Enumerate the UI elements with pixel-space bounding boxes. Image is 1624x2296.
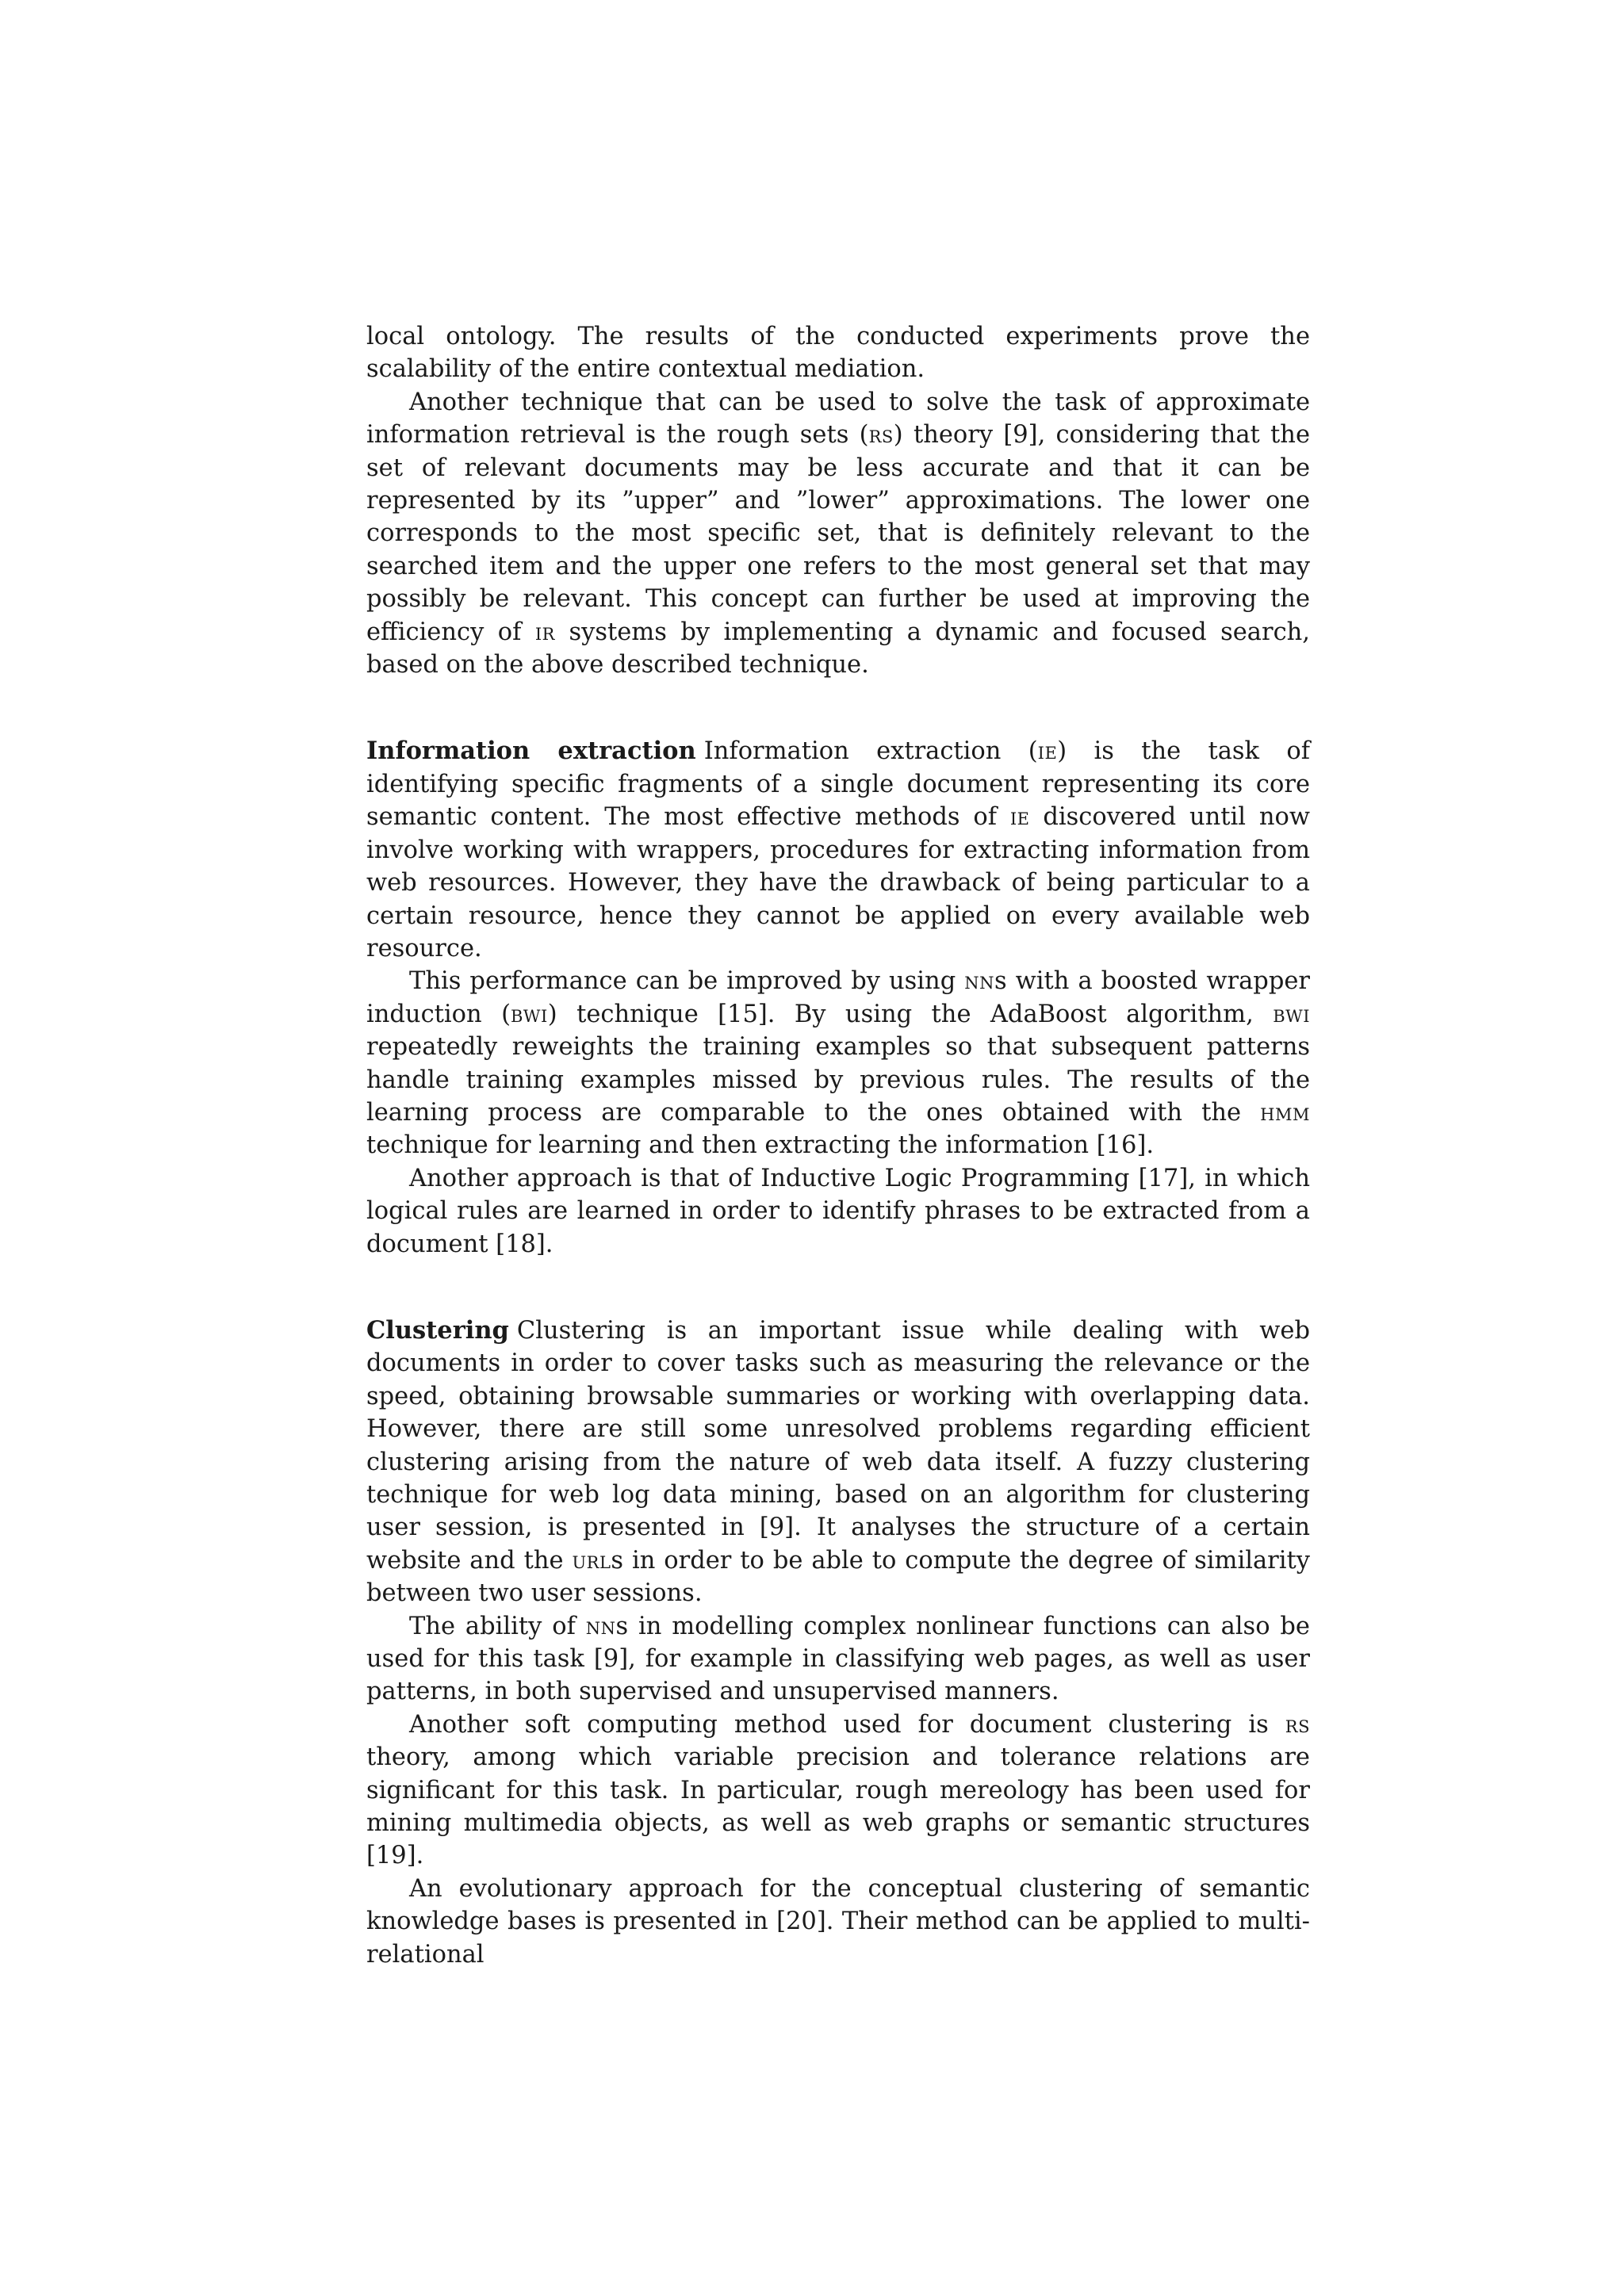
text-run: theory, among which variable precision and tolerance relations are significant for this task. In particular, rough mereology has been used for mining multimedia objects, as well as web graphs or semantic structures [19]. (366, 1743, 1310, 1870)
acronym: bwi (510, 1000, 548, 1028)
text-run: ) technique [15]. By using the AdaBoost algorithm, (547, 1000, 1274, 1028)
acronym: nn (964, 967, 994, 996)
text-run: Clustering is an important issue while dealing with web documents in order to cover tasks such as measuring the relevance or the speed, obtaining browsable summaries or working with overlapping data. However, there are still some unresolved problems regarding efficient clustering arising from the nature of web data itself. A fuzzy clustering technique for web log data mining, based on an algorithm for clustering user session, is presented in [9]. It analyses the structure of a certain website and the (366, 1316, 1310, 1575)
continuation-paragraph (366, 320, 1310, 386)
clustering-paragraph (366, 1314, 1310, 1610)
evolutionary-paragraph (366, 1873, 1310, 1971)
acronym: nn (585, 1612, 616, 1640)
information-extraction-paragraph (366, 735, 1310, 965)
text-run: Another soft computing method used for document clustering is (409, 1710, 1285, 1739)
text-run: ) theory [9], considering that the set of relevant documents may be less accurate and that it can be represented by its ”upper” and ”lower” approximations. The lower one corresponds to the most specific set, that is definitely relevant to the searched item and the upper one refers to the most general set that may possibly be relevant. This concept can further be used at improving the efficiency of (366, 421, 1310, 646)
text-run: s in order to be able to compute the degree of similarity between two user sessions. (366, 1546, 1310, 1608)
acronym: rs (868, 421, 894, 450)
section-heading-information-extraction: Information extraction (366, 737, 696, 766)
text-run: This performance can be improved by using (409, 967, 965, 996)
ilp-paragraph (366, 1162, 1310, 1261)
acronym: ir (534, 618, 555, 646)
acronym: hmm (1260, 1098, 1310, 1127)
acronym: url (572, 1546, 611, 1575)
text-run: local ontology. The results of the conducted experiments prove the scalability of the entire contextual mediation. (366, 323, 1310, 384)
acronym: bwi (1273, 1000, 1310, 1028)
acronym: ie (1009, 803, 1030, 832)
text-run: repeatedly reweights the training examples so that subsequent patterns handle training examples missed by previous rules. The results of the learning process are comparable to the ones obtained with the (366, 1033, 1310, 1127)
rough-sets-paragraph (366, 386, 1310, 682)
text-run: technique for learning and then extracting the information [16]. (366, 1131, 1155, 1160)
text-run: s in modelling complex nonlinear functions can also be used for this task [9], for example in classifying web pages, as well as user patterns, in both supervised and unsupervised manners. (366, 1612, 1310, 1706)
text-run: s with a boosted wrapper induction ( (366, 967, 1310, 1028)
acronym: ie (1037, 737, 1058, 766)
acronym: rs (1285, 1710, 1310, 1739)
text-run: The ability of (409, 1612, 586, 1640)
text-run: ) is the task of identifying specific fragments of a single document representing its core semantic content. The most effective methods of (366, 737, 1310, 832)
text-run: Another approach is that of Inductive Logic Programming [17], in which logical rules are learned in order to identify phrases to be extracted from a document [18]. (366, 1164, 1310, 1258)
text-run: Another technique that can be used to solve the task of approximate information retrieval is the rough sets ( (366, 388, 1310, 450)
text-run: systems by implementing a dynamic and focused search, based on the above described technique. (366, 618, 1310, 679)
nn-clustering-paragraph (366, 1610, 1310, 1709)
text-run: discovered until now involve working with wrappers, procedures for extracting information from web resources. However, they have the drawback of being particular to a certain resource, hence they cannot be applied on every available web resource. (366, 803, 1310, 962)
page-body (366, 320, 1310, 1971)
text-run: Information extraction ( (703, 737, 1038, 766)
section-heading-clustering: Clustering (366, 1315, 509, 1345)
text-run: An evolutionary approach for the conceptual clustering of semantic knowledge bases is presented in [20]. Their method can be applied to multi-relational (366, 1874, 1310, 1969)
rs-clustering-paragraph (366, 1709, 1310, 1873)
bwi-paragraph (366, 965, 1310, 1161)
